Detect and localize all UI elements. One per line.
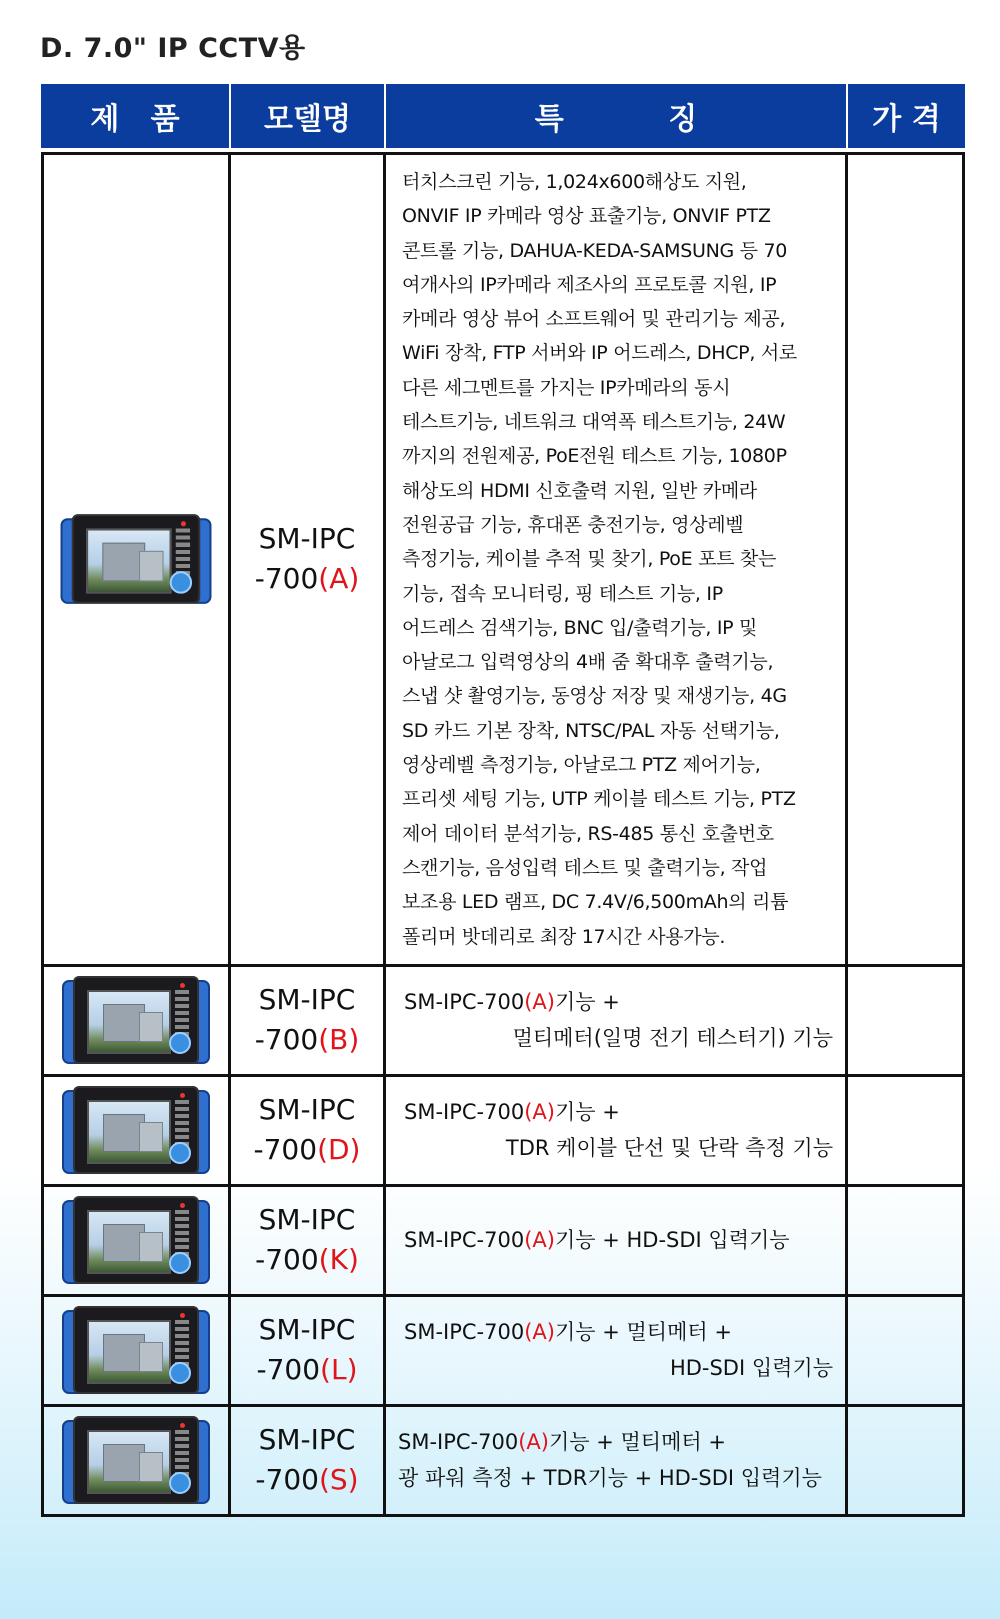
price-cell <box>848 1407 965 1517</box>
model-name <box>231 1407 386 1517</box>
table-row <box>41 1407 965 1517</box>
model-variant: (D) <box>317 1133 361 1167</box>
feature-line <box>404 1094 833 1130</box>
product-image-cell <box>41 1297 231 1407</box>
cctv-tester-device-icon <box>62 1304 210 1396</box>
model-code <box>231 1460 383 1500</box>
feature-line: 아날로그 입력영상의 4배 줌 확대후 출력기능, <box>402 651 774 674</box>
model-number: -700 <box>255 1463 319 1497</box>
table-row <box>41 1077 965 1187</box>
feature-line <box>404 1314 833 1350</box>
feature-base-model: SM-IPC-700 <box>398 1430 519 1455</box>
model-prefix: SM-IPC <box>258 522 356 556</box>
feature-description <box>386 152 848 967</box>
model-name <box>231 152 386 967</box>
model-code <box>231 559 383 599</box>
model-number: -700 <box>256 1353 321 1387</box>
header-model: 모델명 <box>231 84 386 148</box>
feature-line: 다른 세그멘트를 가지는 IP카메라의 동시 <box>402 376 731 399</box>
model-name <box>231 1187 386 1297</box>
feature-base-variant: (A) <box>524 1100 555 1125</box>
product-table <box>41 84 965 1517</box>
price-cell <box>848 1297 965 1407</box>
feature-base-variant: (A) <box>524 1320 555 1345</box>
cctv-tester-device-icon <box>62 1414 210 1506</box>
model-prefix: SM-IPC <box>258 1203 356 1237</box>
model-number: -700 <box>254 1023 319 1057</box>
model-code <box>231 1240 383 1280</box>
feature-line: 여개사의 IP카메라 제조사의 프로토콜 지원, IP <box>402 273 777 296</box>
price-cell <box>848 1187 965 1297</box>
feature-base-variant: (A) <box>518 1430 549 1455</box>
feature-line: 프리셋 세팅 기능, UTP 케이블 테스트 기능, PTZ <box>402 788 796 811</box>
cctv-tester-device-icon <box>62 974 210 1066</box>
header-product: 제 품 <box>41 84 231 148</box>
model-variant: (L) <box>320 1353 358 1387</box>
feature-line: 어드레스 검색기능, BNC 입/출력기능, IP 및 <box>402 616 758 639</box>
model-number: -700 <box>255 1243 319 1277</box>
feature-base-model: SM-IPC-700 <box>404 1100 525 1125</box>
table-row <box>41 967 965 1077</box>
feature-line: 제어 데이터 분석기능, RS-485 통신 호출번호 <box>402 822 774 845</box>
model-prefix: SM-IPC <box>258 1423 356 1457</box>
feature-base-model: SM-IPC-700 <box>404 1228 525 1253</box>
feature-line: 까지의 전원제공, PoE전원 테스트 기능, 1080P <box>402 445 787 468</box>
product-image-cell <box>41 967 231 1077</box>
feature-base-model: SM-IPC-700 <box>404 990 525 1015</box>
model-name <box>231 1297 386 1407</box>
feature-line: WiFi 장착, FTP 서버와 IP 어드레스, DHCP, 서로 <box>402 342 797 365</box>
feature-line: 보조용 LED 램프, DC 7.4V/6,500mAh의 리튬 <box>402 891 789 914</box>
feature-description <box>386 1407 848 1517</box>
model-code <box>231 1020 383 1060</box>
feature-line: TDR 케이블 단선 및 단락 측정 기능 <box>505 1136 833 1161</box>
product-image-cell <box>41 152 231 967</box>
product-image-cell <box>41 1407 231 1517</box>
feature-description <box>386 1077 848 1187</box>
feature-line: 터치스크린 기능, 1,024x600해상도 지원, <box>402 171 747 193</box>
feature-line: 광 파워 측정 + TDR기능 + HD-SDI 입력기능 <box>398 1466 822 1491</box>
table-header-row <box>41 84 965 148</box>
feature-line: SD 카드 기본 장착, NTSC/PAL 자동 선택기능, <box>402 719 780 742</box>
price-cell <box>848 967 965 1077</box>
feature-line: 테스트기능, 네트워크 대역폭 테스트기능, 24W <box>402 411 786 434</box>
feature-line: ONVIF IP 카메라 영상 표출기능, ONVIF PTZ <box>402 205 771 228</box>
model-number: -700 <box>253 1133 318 1167</box>
feature-line: 스캔기능, 음성입력 테스트 및 출력기능, 작업 <box>402 856 768 879</box>
feature-line: 카메라 영상 뷰어 소프트웨어 및 관리기능 제공, <box>402 308 786 331</box>
feature-line <box>404 1222 833 1258</box>
feature-base-variant: (A) <box>524 990 555 1015</box>
feature-text: 기능 + <box>554 990 620 1015</box>
model-prefix: SM-IPC <box>258 983 356 1017</box>
feature-line: 스냅 샷 촬영기능, 동영상 저장 및 재생기능, 4G <box>402 685 787 708</box>
price-cell <box>848 1077 965 1187</box>
model-number: -700 <box>254 562 319 596</box>
model-name <box>231 967 386 1077</box>
table-row <box>41 1297 965 1407</box>
feature-line: 폴리머 밧데리로 최장 17시간 사용가능. <box>402 925 726 948</box>
product-image-cell <box>41 1077 231 1187</box>
feature-line: 전원공급 기능, 휴대폰 충전기능, 영상레벨 <box>402 513 744 536</box>
model-code <box>231 1130 383 1170</box>
model-prefix: SM-IPC <box>258 1093 356 1127</box>
feature-line: 해상도의 HDMI 신호출력 지원, 일반 카메라 <box>402 479 757 502</box>
feature-description <box>386 1297 848 1407</box>
feature-text: 기능 + HD-SDI 입력기능 <box>554 1228 790 1253</box>
feature-line: 멀티메터(일명 전기 테스터기) 기능 <box>512 1026 833 1051</box>
feature-line: 측정기능, 케이블 추적 및 찾기, PoE 포트 찾는 <box>402 548 777 571</box>
feature-line <box>398 1424 833 1460</box>
model-code <box>231 1350 383 1390</box>
table-row <box>41 152 965 967</box>
model-prefix: SM-IPC <box>258 1313 356 1347</box>
price-cell <box>848 152 965 967</box>
feature-text: 기능 + 멀티메터 + <box>548 1430 726 1455</box>
model-name <box>231 1077 386 1187</box>
feature-description <box>386 1187 848 1297</box>
cctv-tester-device-icon <box>61 512 212 606</box>
table-row <box>41 1187 965 1297</box>
model-variant: (S) <box>318 1463 359 1497</box>
cctv-tester-device-icon <box>62 1084 210 1176</box>
feature-text: 기능 + <box>554 1100 620 1125</box>
feature-description <box>386 967 848 1077</box>
header-features: 특 징 <box>386 84 848 148</box>
feature-text: 기능 + 멀티메터 + <box>554 1320 732 1345</box>
section-title: D. 7.0" IP CCTV용 <box>40 33 306 64</box>
feature-line <box>404 984 833 1020</box>
feature-line: 영상레벨 측정기능, 아날로그 PTZ 제어기능, <box>402 754 761 777</box>
feature-line: 콘트롤 기능, DAHUA-KEDA-SAMSUNG 등 70 <box>402 239 788 262</box>
cctv-tester-device-icon <box>62 1194 210 1286</box>
feature-base-variant: (A) <box>524 1228 555 1253</box>
feature-line: HD-SDI 입력기능 <box>669 1356 833 1381</box>
product-image-cell <box>41 1187 231 1297</box>
feature-line: 기능, 접속 모니터링, 핑 테스트 기능, IP <box>402 582 723 605</box>
model-variant: (B) <box>318 1023 360 1057</box>
header-price: 가 격 <box>848 84 965 148</box>
model-variant: (A) <box>318 562 360 596</box>
model-variant: (K) <box>318 1243 359 1277</box>
feature-base-model: SM-IPC-700 <box>404 1320 525 1345</box>
